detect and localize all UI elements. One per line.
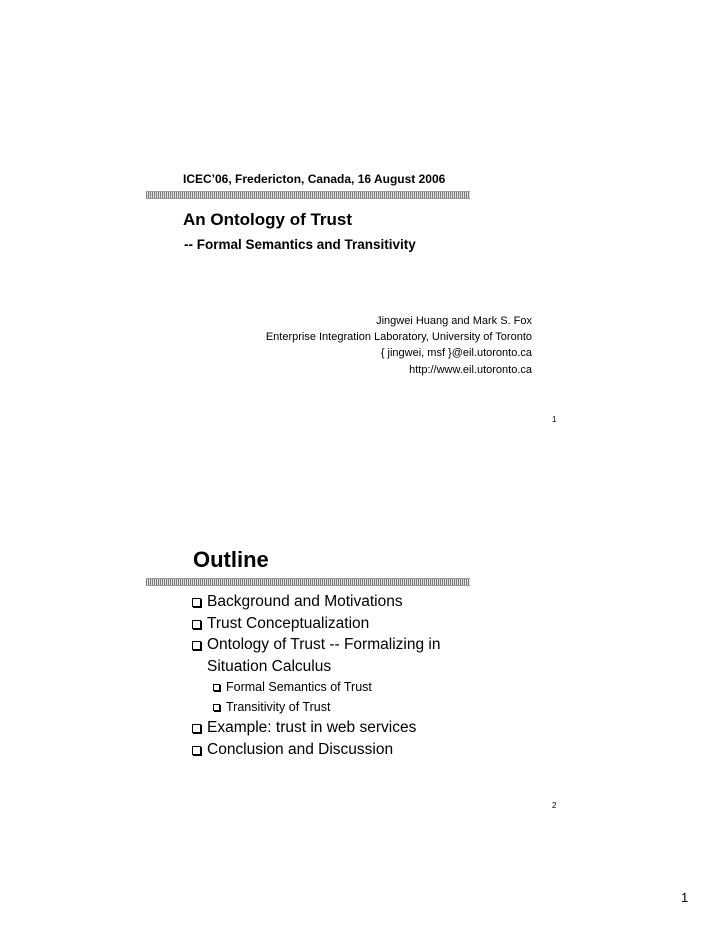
hollow-square-bullet-icon [213,704,220,711]
outline-item-text: Trust Conceptualization [207,614,370,632]
outline-item [190,739,490,761]
slide1-title: An Ontology of Trust [183,210,353,229]
outline-item-text-continued: Situation Calculus [207,657,332,675]
outline-item [190,591,490,613]
slide2-number: 2 [552,801,557,810]
hollow-square-bullet-icon [192,598,201,607]
hollow-square-bullet-icon [213,684,220,691]
outline-item-text: Background and Motivations [207,593,403,610]
slide1-number: 1 [552,415,557,424]
outline-subitem-text: Transitivity of Trust [226,700,331,714]
outline-item [190,613,490,635]
outline-subitem [190,677,490,697]
slide1-header: ICEC’06, Fredericton, Canada, 16 August 2006 [183,172,446,186]
slide1-email: { jingwei, msf }@eil.utoronto.ca [380,347,532,359]
outline-item [190,717,490,739]
hollow-square-bullet-icon [192,724,201,733]
outline-list [190,591,490,760]
slide1-divider [146,191,470,199]
page-number: 1 [681,890,689,905]
slide1-subtitle: -- Formal Semantics and Transitivity [184,237,416,252]
slide1-url: http://www.eil.utoronto.ca [409,364,532,376]
hollow-square-bullet-icon [192,620,201,629]
outline-item-text: Example: trust in web services [207,719,417,736]
hollow-square-bullet-icon [192,746,201,755]
slide1-affiliation: Enterprise Integration Laboratory, University of Toronto [265,331,532,343]
slide1-authors: Jingwei Huang and Mark S. Fox [376,315,532,327]
outline-subitem [190,697,490,717]
slide2-divider [146,578,470,586]
outline-item-text: Conclusion and Discussion [207,740,394,758]
outline-subitem-text: Formal Semantics of Trust [226,680,372,694]
hollow-square-bullet-icon [192,641,201,650]
slide2-title: Outline [193,547,269,572]
outline-item-text: Ontology of Trust -- Formalizing in [207,636,441,653]
outline-item [190,634,490,677]
